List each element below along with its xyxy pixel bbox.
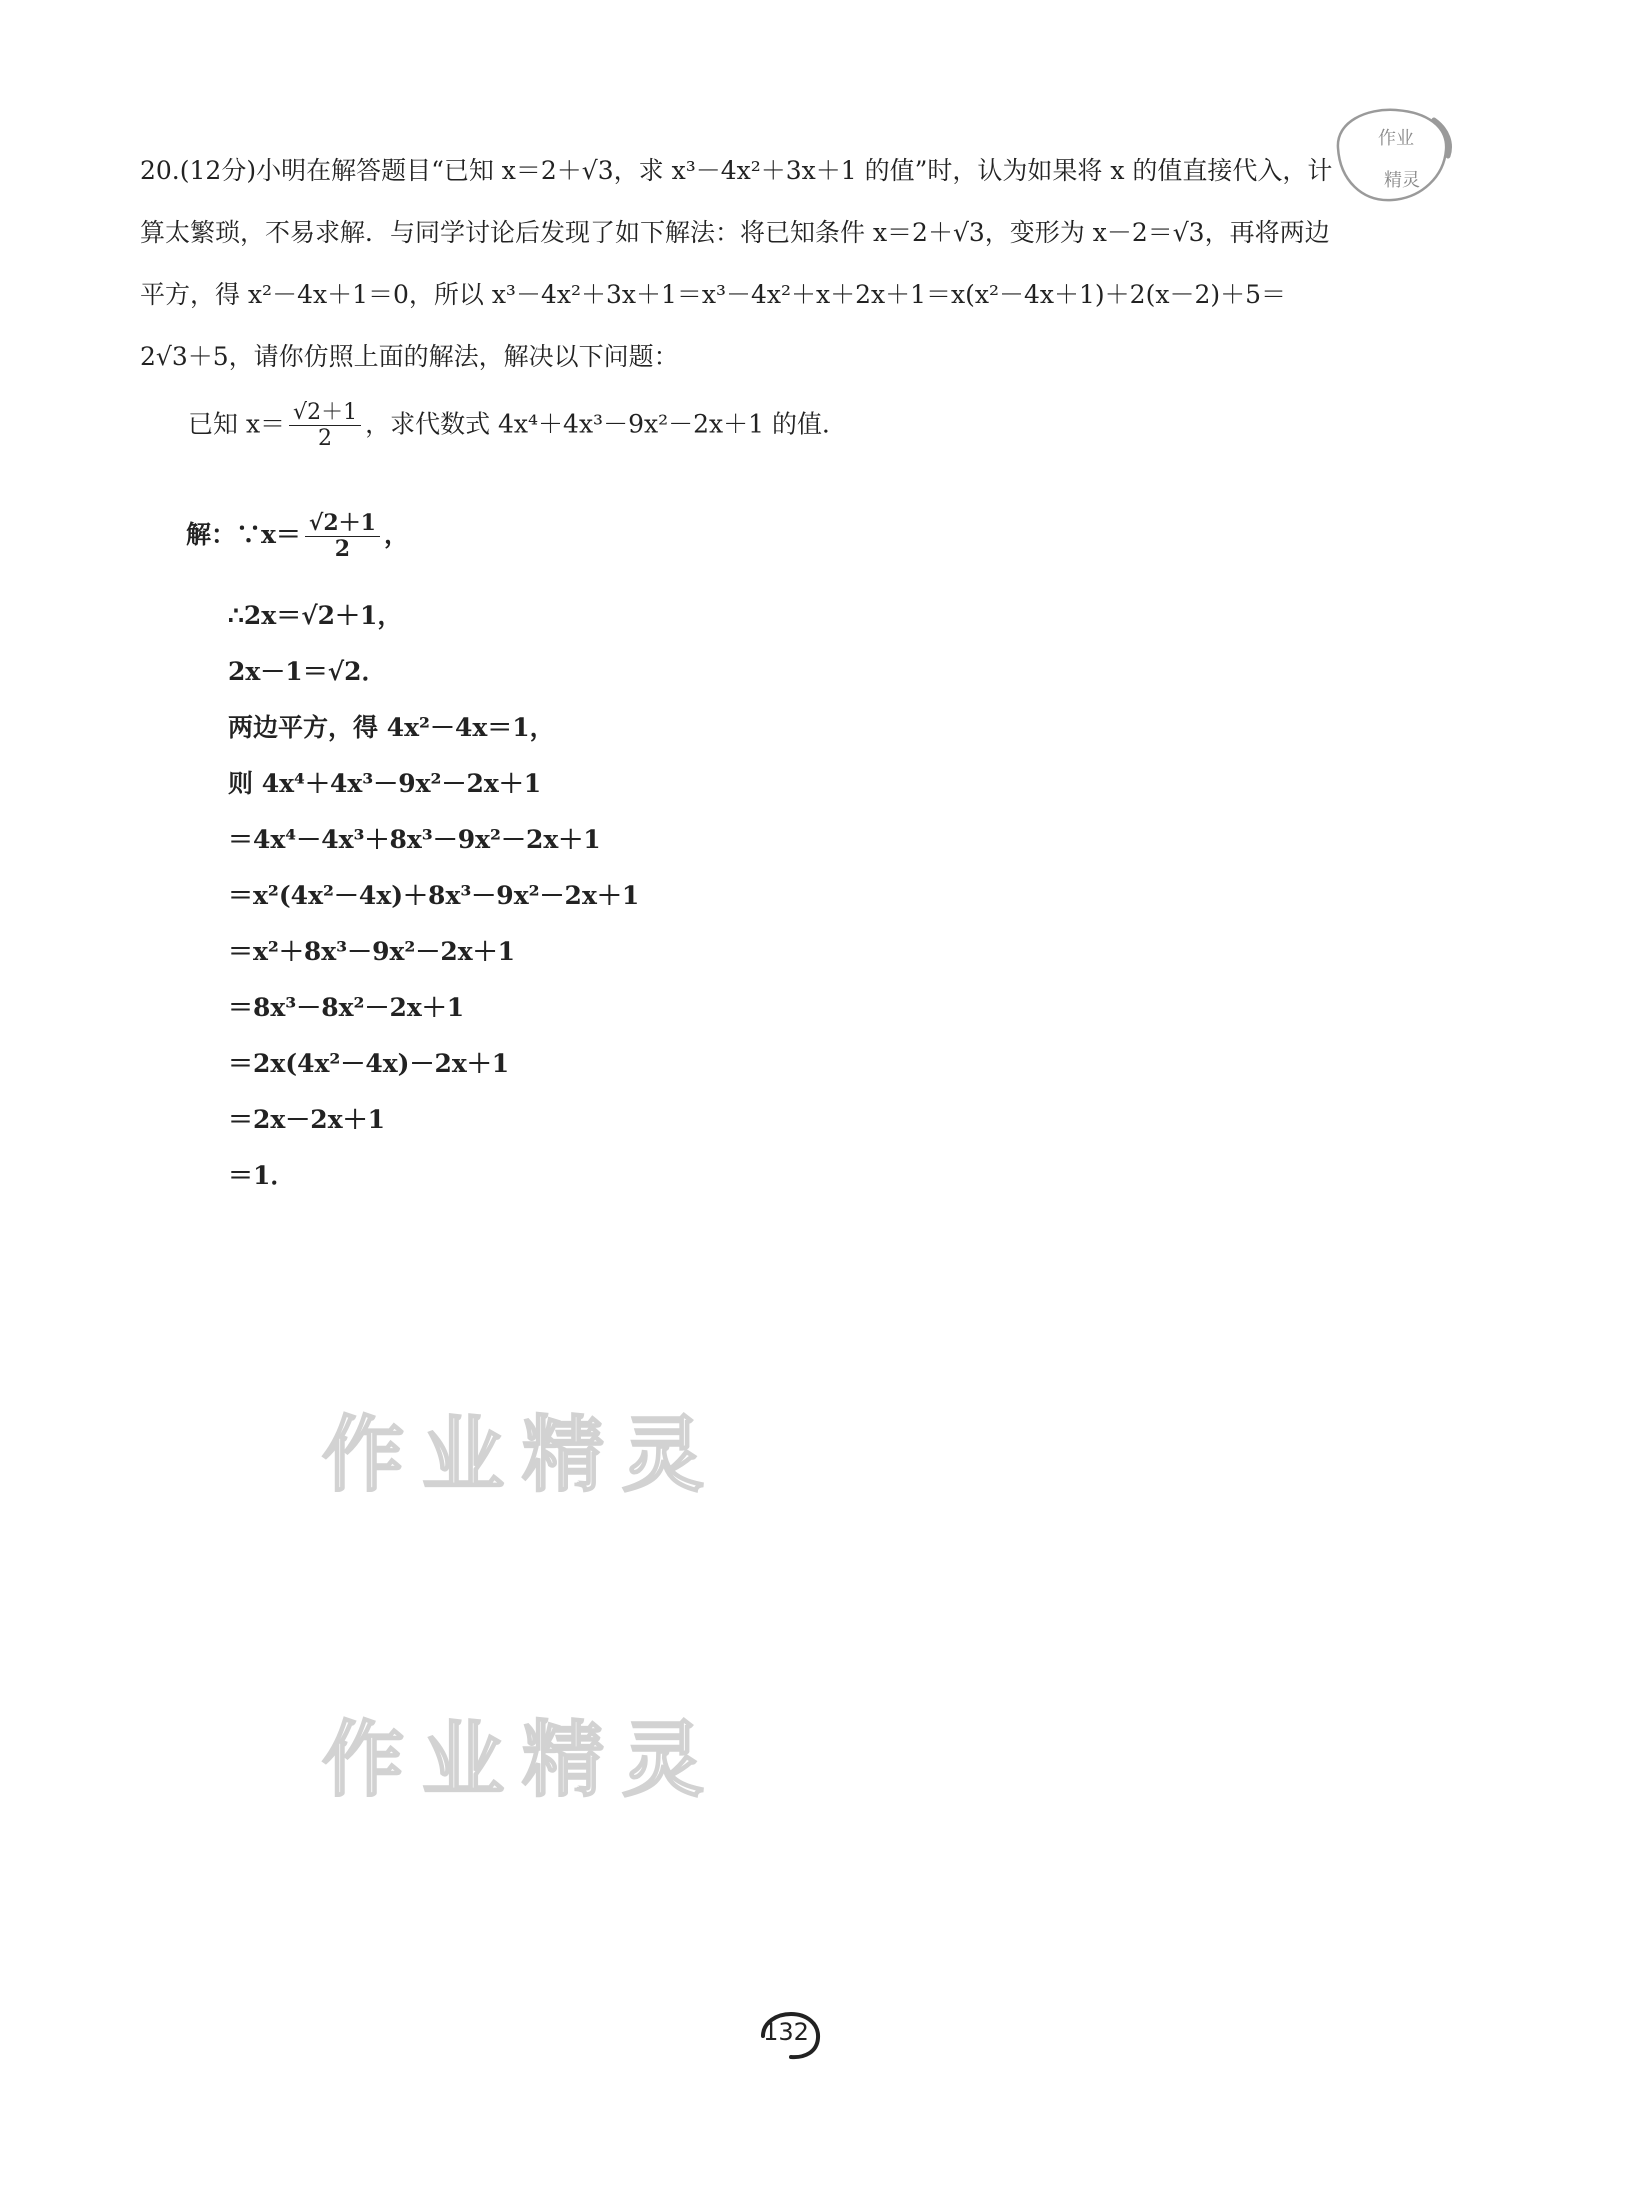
given-prefix: 已知 x＝	[188, 409, 286, 439]
solution-step: ＝1．	[228, 1161, 296, 1190]
given-denominator: 2	[318, 426, 333, 452]
watermark: 作业精灵	[322, 1713, 723, 1808]
stamp-icon	[1326, 100, 1456, 210]
solution-numerator: √2＋1	[305, 511, 380, 537]
problem-line-4: 2√3＋5，请你仿照上面的解法，解决以下问题：	[140, 342, 679, 371]
solution-step: ＝2x－2x＋1	[228, 1105, 385, 1134]
solution-steps	[228, 588, 639, 1204]
problem-line-3: 平方，得 x²－4x＋1＝0，所以 x³－4x²＋3x＋1＝x³－4x²＋x＋2x＋1＝x(x²－4x＋1)＋2(x－2)＋5＝	[140, 280, 1287, 309]
given-numerator: √2＋1	[289, 400, 361, 426]
solution-step: ＝x²＋8x³－9x²－2x＋1	[228, 937, 516, 966]
page-number-text: 132	[763, 2018, 809, 2046]
page-number	[755, 2010, 825, 2060]
problem-statement	[140, 140, 1450, 388]
solution-step: 两边平方，得 4x²－4x＝1，	[228, 713, 555, 742]
given-condition	[188, 400, 847, 452]
solution-first-suffix: ，	[383, 520, 409, 549]
solution-first-line	[186, 500, 639, 570]
solution	[186, 500, 639, 1204]
solution-step: ＝2x(4x²－4x)－2x＋1	[228, 1049, 510, 1078]
given-fraction	[289, 400, 361, 452]
solution-denominator: 2	[334, 536, 351, 562]
solution-prefix: 解：∵x＝	[186, 520, 301, 549]
watermark: 作业精灵	[322, 1408, 723, 1503]
solution-step: 则 4x⁴＋4x³－9x²－2x＋1	[228, 769, 542, 798]
stamp-text-top: 作业	[1378, 128, 1414, 149]
solution-step: ∴2x＝√2＋1，	[228, 601, 403, 630]
given-suffix: ，求代数式 4x⁴＋4x³－9x²－2x＋1 的值．	[365, 409, 847, 439]
solution-step: 2x－1＝√2．	[228, 657, 387, 686]
problem-line-2: 算太繁琐，不易求解．与同学讨论后发现了如下解法：将已知条件 x＝2＋√3，变形为 x－2＝√3，再将两边	[140, 218, 1330, 247]
problem-line-1: 20.(12分)小明在解答题目“已知 x＝2＋√3，求 x³－4x²＋3x＋1 的值”时，认为如果将 x 的值直接代入，计	[140, 156, 1333, 185]
stamp-text-bottom: 精灵	[1384, 170, 1420, 191]
solution-step: ＝4x⁴－4x³＋8x³－9x²－2x＋1	[228, 825, 601, 854]
solution-fraction	[305, 511, 380, 563]
solution-step: ＝8x³－8x²－2x＋1	[228, 993, 465, 1022]
solution-step: ＝x²(4x²－4x)＋8x³－9x²－2x＋1	[228, 881, 640, 910]
